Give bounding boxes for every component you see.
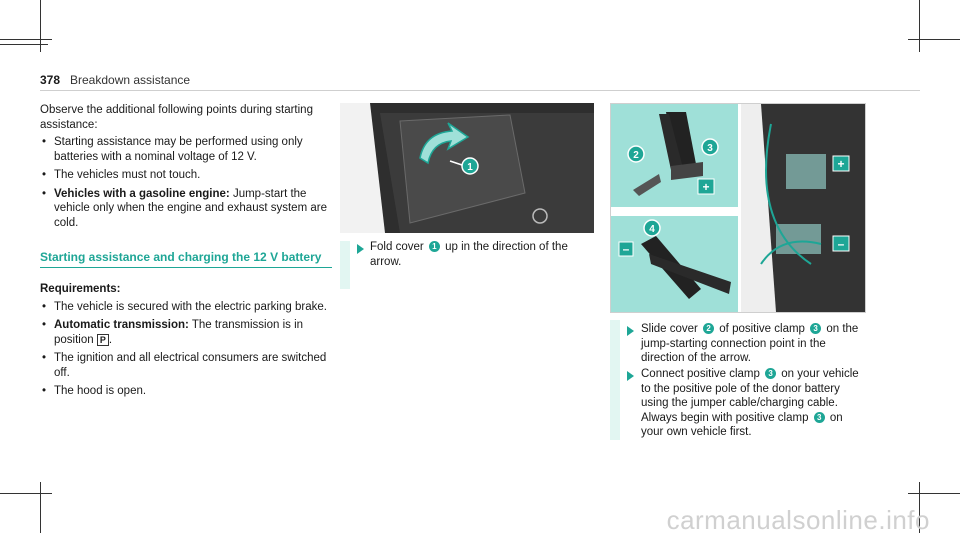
requirements-label: Requirements:: [40, 283, 121, 295]
park-position-symbol: P: [97, 334, 109, 346]
crop-mark: [0, 493, 52, 494]
watermark: carmanualsonline.info: [666, 505, 930, 535]
step-highlight: [340, 241, 350, 289]
requirements-list: [40, 300, 332, 399]
page-header-title: Breakdown assistance: [70, 73, 191, 87]
step-arrow-icon: [627, 371, 634, 381]
figure-callout-2: 2: [633, 150, 639, 161]
minus-icon: –: [622, 242, 630, 256]
step-3-text: Connect positive clamp 3 on your vehicle to the positive pole of the donor battery using the jumper cable/charging cable. Always begin with positive clamp 3 on your own vehicle first.: [641, 368, 859, 438]
crop-mark: [919, 0, 920, 52]
engine-compartment-figure: [340, 103, 594, 233]
intro-column: [40, 103, 332, 403]
step-arrow-icon: [627, 326, 634, 336]
callout-badge: 3: [814, 412, 825, 423]
header-divider: [40, 90, 920, 91]
list-item: • The ignition and all electrical consumers are switched off.: [40, 351, 332, 380]
step-1-text: Fold cover 1 up in the direction of the arrow.: [370, 241, 568, 268]
list-item: • The hood is open.: [40, 384, 332, 399]
list-item: • Automatic transmission: The transmission is in position P .: [40, 318, 332, 347]
step-2-text: Slide cover 2 of positive clamp 3 on the jump-starting connection point in the direction of the arrow.: [641, 323, 859, 364]
crop-mark: [0, 44, 48, 45]
list-item: • Starting assistance may be performed using only batteries with a nominal voltage of 12 V.: [40, 135, 332, 164]
callout-badge: 3: [765, 368, 776, 379]
callout-badge: 1: [429, 241, 440, 252]
intro-bullets: [40, 135, 332, 230]
crop-mark: [908, 493, 960, 494]
figure-callout-3: 3: [707, 143, 713, 154]
figure-callout-4: 4: [649, 224, 655, 235]
list-item: • The vehicles must not touch.: [40, 168, 332, 183]
callout-badge: 2: [703, 323, 714, 334]
crop-mark: [0, 39, 52, 40]
plus-icon: +: [837, 157, 845, 171]
list-item: • The vehicle is secured with the electric parking brake.: [40, 300, 332, 315]
minus-icon: –: [837, 237, 845, 251]
plus-icon: +: [702, 180, 710, 194]
step-highlight: [610, 320, 620, 440]
step-arrow-icon: [357, 244, 364, 254]
crop-mark: [40, 482, 41, 533]
crop-mark: [908, 39, 960, 40]
figure-callout-1: 1: [467, 162, 473, 173]
page-number: 378: [40, 73, 61, 87]
jumper-clamp-figure: [610, 103, 866, 313]
callout-badge: 3: [810, 323, 821, 334]
intro-text: Observe the additional following points during starting assistance:: [40, 104, 313, 131]
section-heading: Starting assistance and charging the 12 V battery: [40, 250, 332, 268]
list-item: • Vehicles with a gasoline engine: Jump-start the vehicle only when the engine and exhaust system are cold.: [40, 187, 332, 231]
